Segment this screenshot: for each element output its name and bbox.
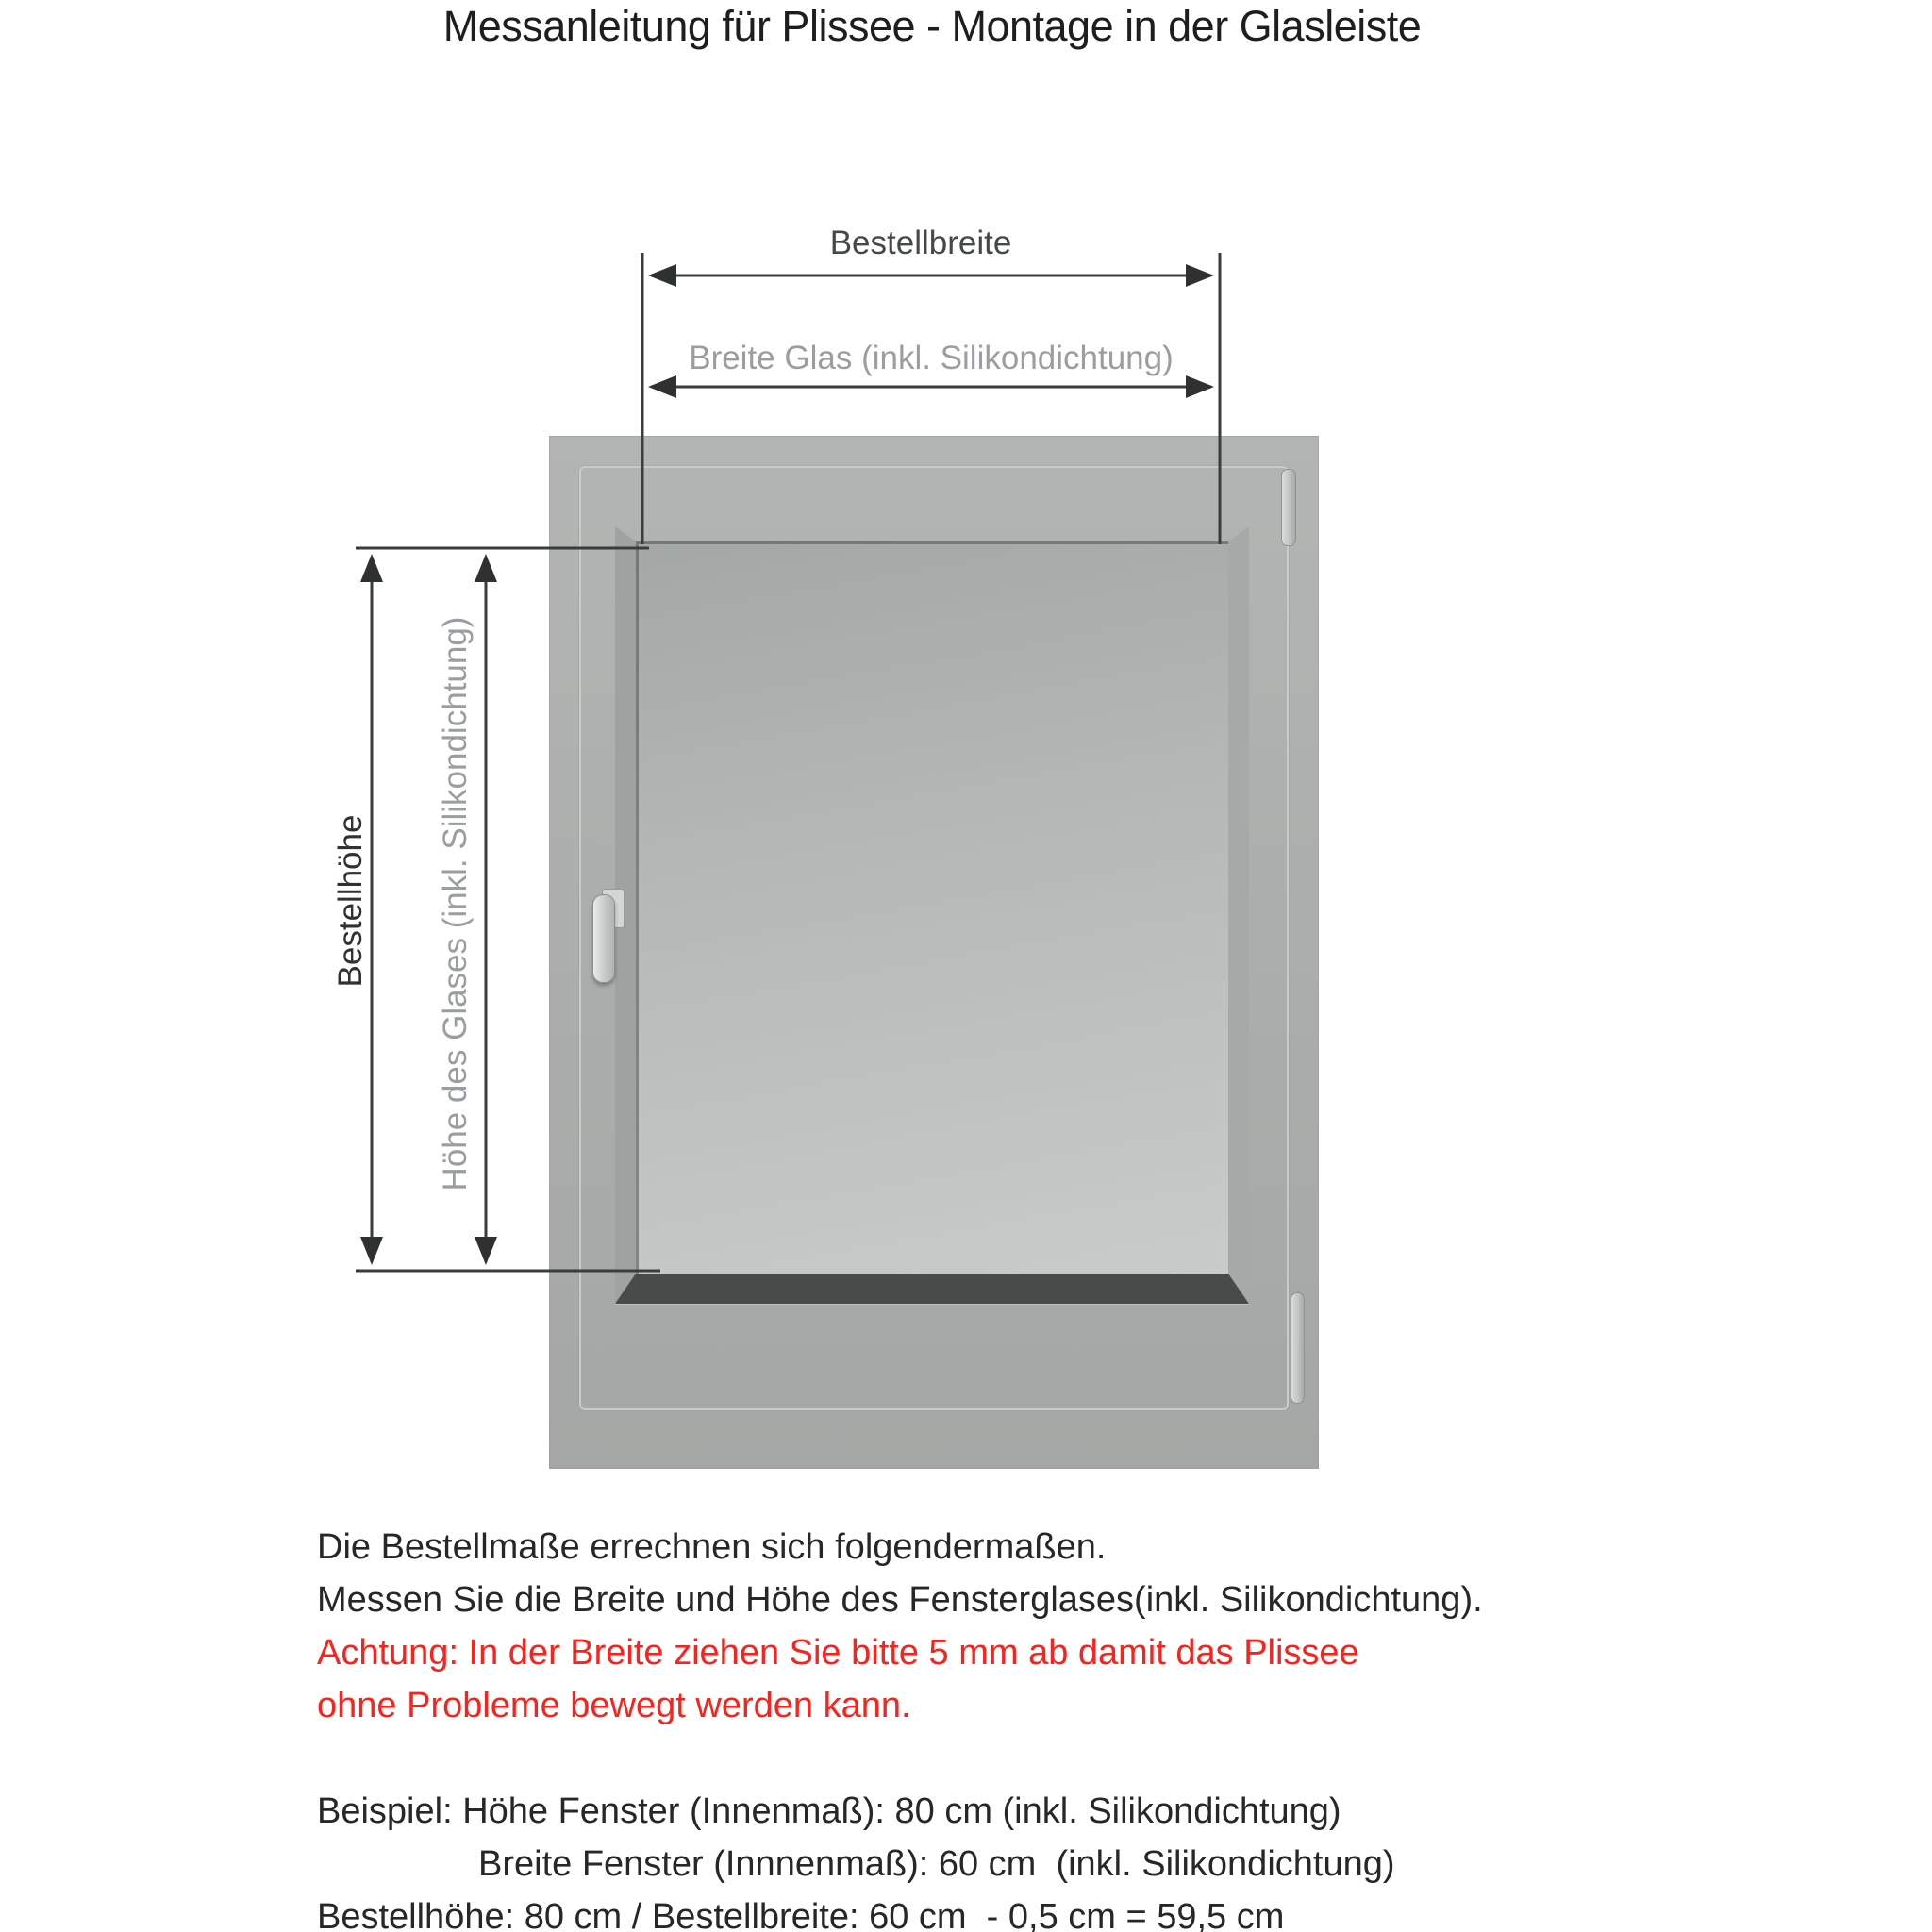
window-handle [592, 894, 615, 983]
dim-label-breite-glas: Breite Glas (inkl. Silikondichtung) [689, 340, 1174, 376]
dim-label-bestellhoehe: Bestellhöhe [332, 814, 369, 988]
window-hinge-bottom [1291, 1292, 1305, 1404]
window-hinge-top [1281, 469, 1296, 546]
instruction-line-1: Die Bestellmaße errechnen sich folgendermaßen. [317, 1527, 1107, 1567]
blank-line [317, 1732, 1483, 1785]
dim-label-hoehe-glas: Höhe des Glases (inkl. Silikondichtung) [437, 616, 474, 1191]
example-line-1: Beispiel: Höhe Fenster (Innenmaß): 80 cm (inkl. Silikondichtung) [317, 1791, 1341, 1831]
page-title: Messanleitung für Plissee - Montage in der Glasleiste [442, 2, 1422, 50]
warning-line-2: ohne Probleme bewegt werden kann. [317, 1686, 911, 1725]
instruction-text [317, 1521, 1483, 1932]
warning-line-1: Achtung: In der Breite ziehen Sie bitte 5 mm ab damit das Plissee [317, 1633, 1359, 1673]
window-glass-pane [615, 526, 1249, 1304]
window-illustration [549, 436, 1319, 1469]
dim-label-bestellbreite: Bestellbreite [829, 225, 1012, 261]
instruction-line-2: Messen Sie die Breite und Höhe des Fensterglases(inkl. Silikondichtung). [317, 1580, 1483, 1620]
example-line-2: Breite Fenster (Innnenmaß): 60 cm (inkl. Silikondichtung) [478, 1844, 1395, 1884]
example-line-3: Bestellhöhe: 80 cm / Bestellbreite: 60 cm - 0,5 cm = 59,5 cm [317, 1897, 1285, 1932]
